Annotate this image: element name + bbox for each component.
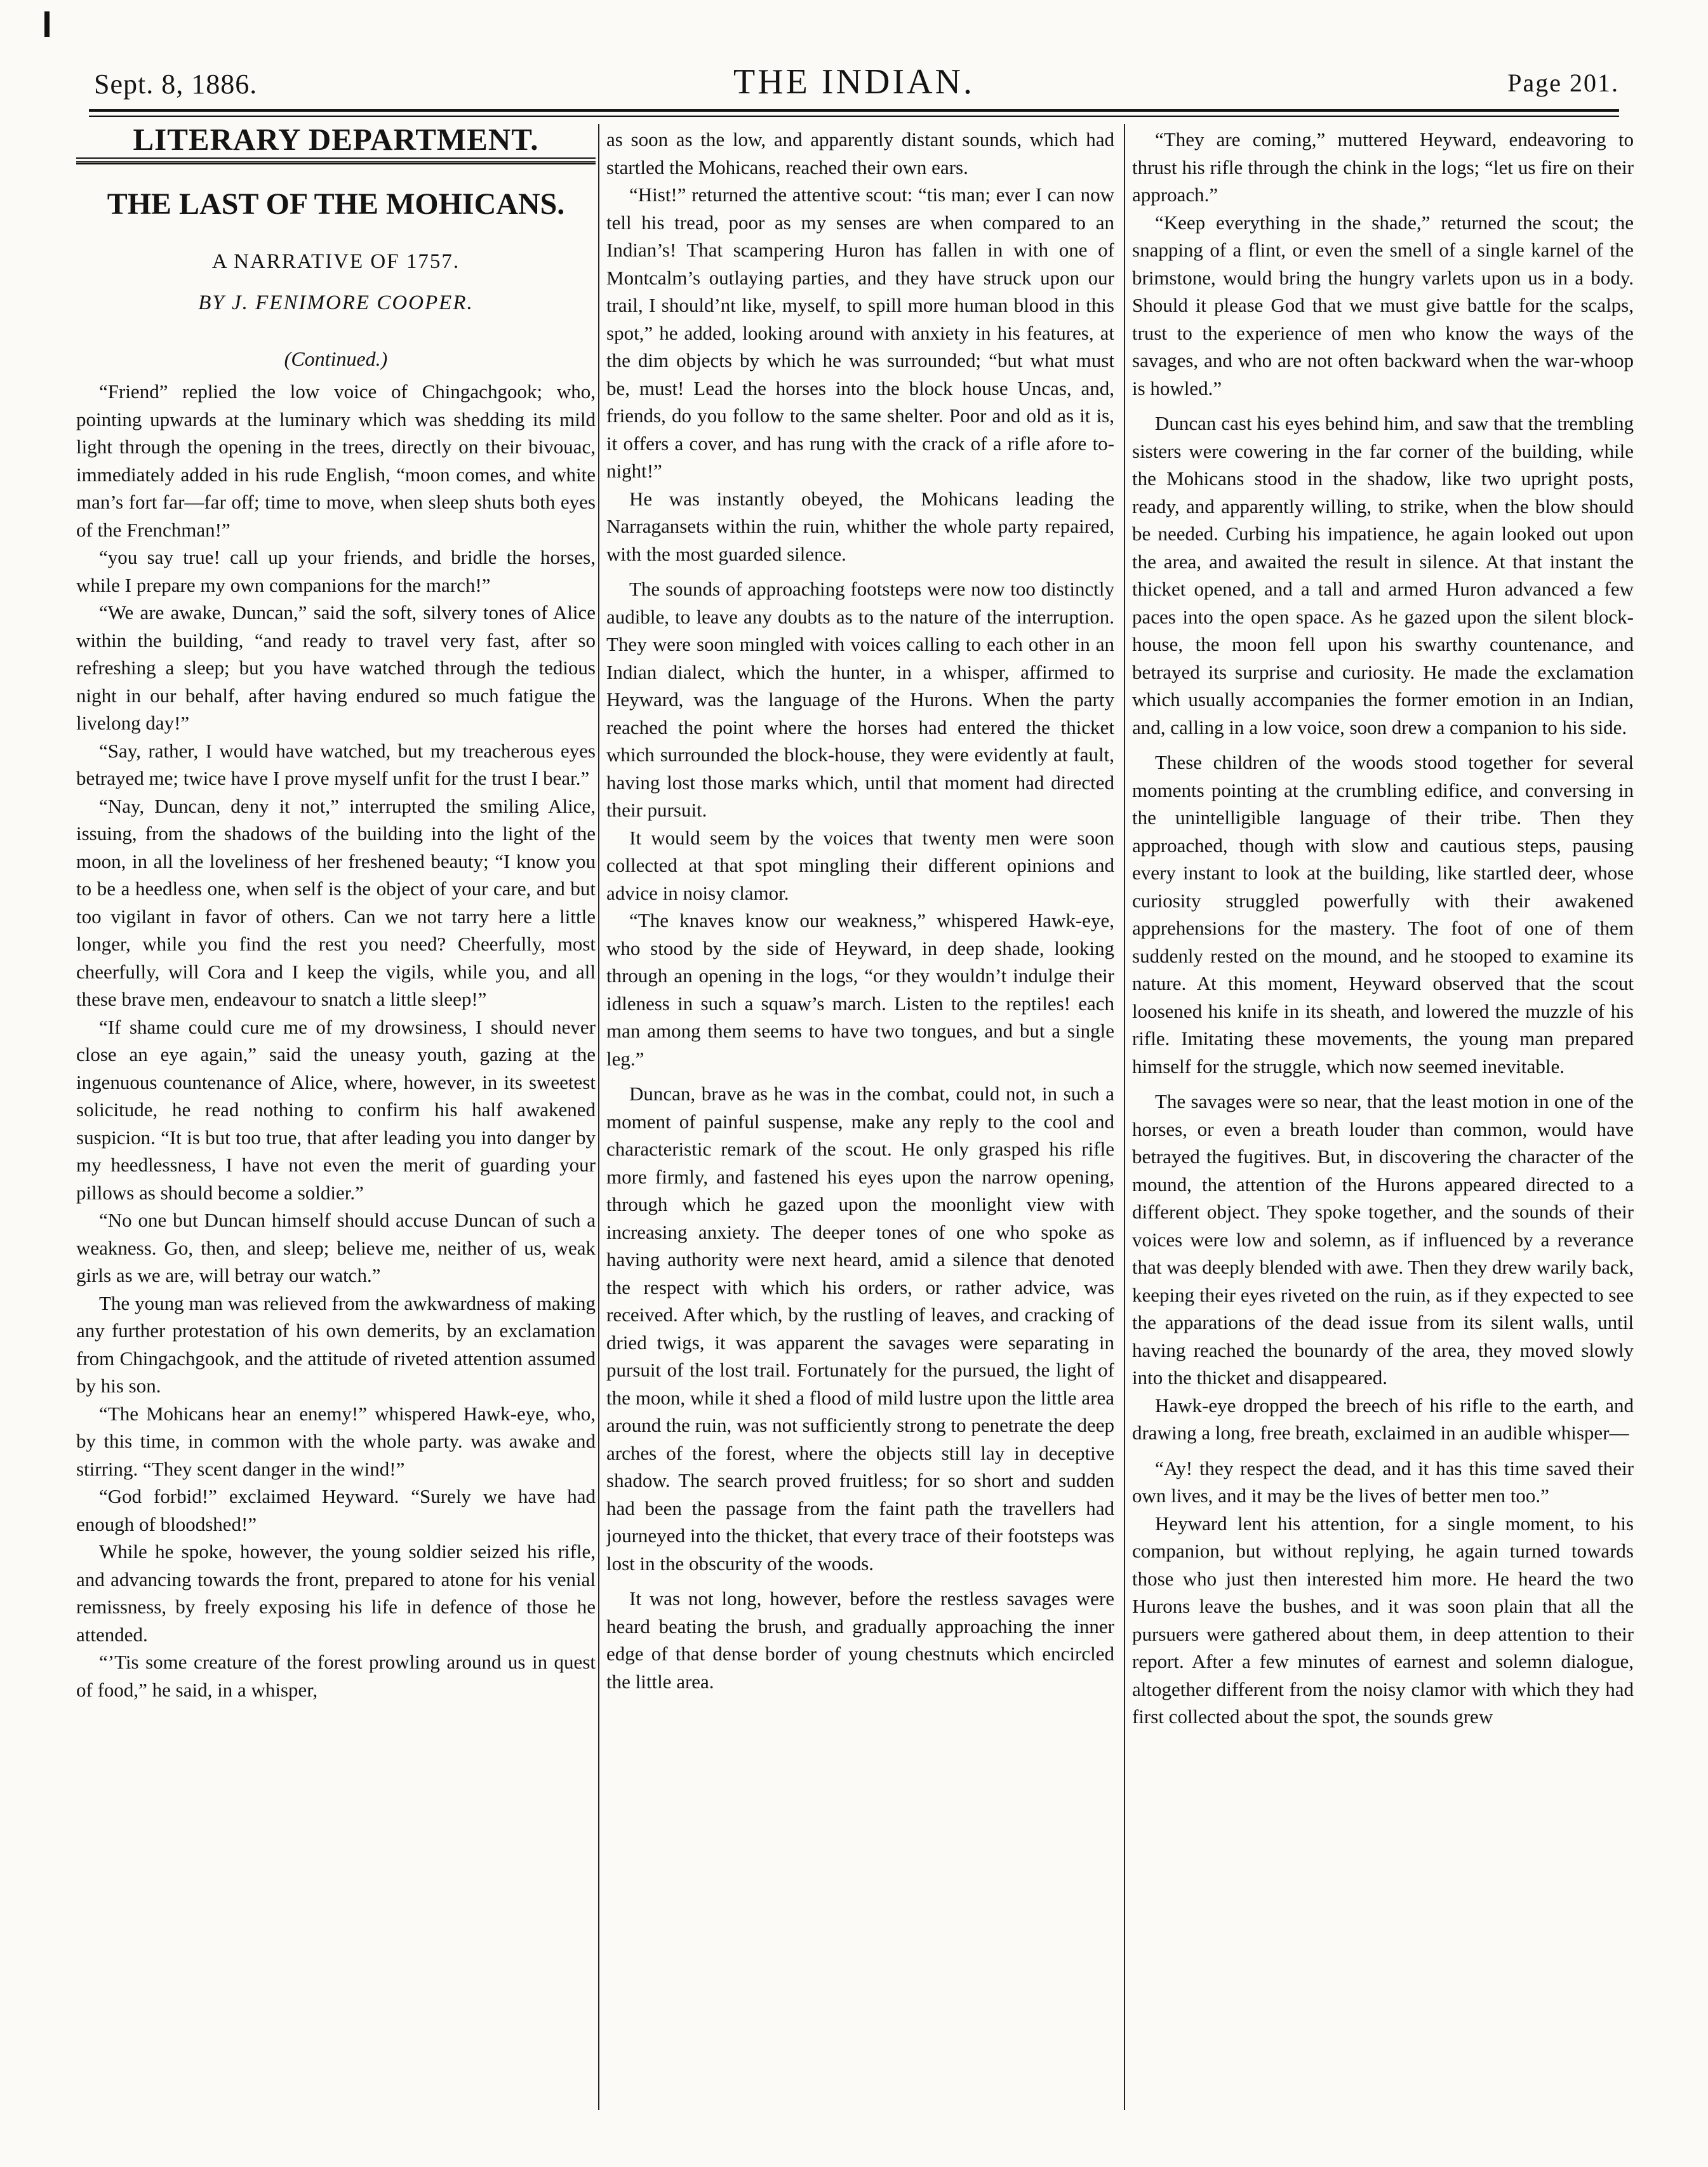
paragraph: While he spoke, however, the young soldier seized his rifle, and advancing towards the front, prepared to atone for his venial remissness, by freely exposing his life in defence of those he attended.	[76, 1540, 596, 1646]
paragraph: Duncan, brave as he was in the combat, could not, in such a moment of painful suspense, make any reply to the cool and characteristic remark of the scout. He only grasped his rifle more firmly, and fastened his eyes upon the narrow opening, through which he gazed upon the moonlight view with increasing anxiety. The deeper tones of one who spoke as having authority were next heard, amid a silence that denoted the respect with which his orders, or rather advice, was received. After which, by the rustling of leaves, and cracking of dried twigs, it was apparent the savages were separating in pursuit of the lost trail. Fortunately for the pursued, the light of the moon, while it shed a flood of mild lustre upon the little area around the ruin, was not sufficiently strong to penetrate the deep arches of the forest, where the objects still lay in deceptive shadow. The search proved fruitless; for so short and sudden had been the passage from the faint path the travellers had journeyed into the thicket, that every trace of their footsteps was lost in the obscurity of the woods.	[606, 1083, 1114, 1575]
column-divider	[1124, 124, 1125, 2110]
column-1	[76, 126, 596, 2123]
paragraph: “Keep everything in the shade,” returned the scout; the snapping of a flint, or even the smell of a single karnel of the brimstone, would bring the hungry varlets upon us in a body. Should it please God that we must give battle for the scalps, trust to the experience of men who know the ways of the savages, and who are not often backward when the war-whoop is howled.”	[1132, 211, 1634, 399]
page-number: Page 201.	[1507, 69, 1619, 97]
paragraph: “We are awake, Duncan,” said the soft, silvery tones of Alice within the building, “and ready to travel very fast, after so refreshing a sleep; but you have watched through the tedious night in our behalf, after having endured so much fatigue the livelong day!”	[76, 601, 596, 734]
byline: BY J. FENIMORE COOPER.	[198, 291, 474, 314]
paragraph: “No one but Duncan himself should accuse Duncan of such a weakness. Go, then, and sleep; believe me, neither of us, weak girls as we are, will betray our watch.”	[76, 1209, 596, 1286]
story-subtitle: A NARRATIVE OF 1757.	[211, 250, 460, 273]
column-divider	[598, 124, 599, 2110]
issue-date: Sept. 8, 1886.	[94, 69, 258, 100]
paragraph: “’Tis some creature of the forest prowling around us in quest of food,” he said, in a whisper,	[76, 1651, 596, 1701]
paragraph: The savages were so near, that the least motion in one of the horses, or even a breath louder than common, would have betrayed the fugitives. But, in discovering the character of the mound, the attention of the Hurons appeared directed to a different object. They spoke together, and the sounds of their voices were low and solemn, as if influenced by a reverance that was deeply blended with awe. Then they drew warily back, keeping their eyes riveted on the ruin, as if they expected to see the apparations of the dead issue from its silent walls, until having reached the bounardy of the area, they moved slowly into the thicket and disappeared.	[1132, 1090, 1634, 1389]
ink-mark	[44, 11, 50, 37]
paragraph: The sounds of approaching footsteps were now too distinctly audible, to leave any doubts as to the nature of the interruption. They were soon mingled with voices calling to each other in an Indian dialect, which the hunter, in a whisper, affirmed to Heyward, was the language of the Hurons. When the party reached the point where the horses had entered the thicket which surrounded the block-house, they were evidently at fault, having lost those marks which, until that moment had directed their pursuit.	[606, 578, 1114, 821]
paragraph: It was not long, however, before the restless savages were heard beating the brush, and gradually approaching the inner edge of that dense border of young chestnuts which encircled the little area.	[606, 1587, 1114, 1693]
paragraph: “Friend” replied the low voice of Chingachgook; who, pointing upwards at the luminary which was shedding its mild light through the opening in the trees, directly on their bivouac, immediately added in his rude English, “moon comes, and white man’s fort far—far off; time to move, when sleep shuts both eyes of the Frenchman!”	[76, 380, 596, 541]
paragraph: Heyward lent his attention, for a single moment, to his companion, but without replying, he again turned towards those who just then interested him more. He heard the two Hurons leave the bushes, and it was soon plain that all the pursuers were gathered about them, in deep attention to their report. After a few minutes of earnest and solemn dialogue, altogether different from the noisy clamor with which they had first collected about the spot, the sounds grew	[1132, 1512, 1634, 1728]
header-rule	[89, 109, 1619, 112]
paragraph: It would seem by the voices that twenty men were soon collected at that spot mingling their different opinions and advice in noisy clamor.	[606, 826, 1114, 904]
paragraph: as soon as the low, and apparently distant sounds, which had startled the Mohicans, reached their own ears.	[606, 128, 1114, 178]
paragraph: These children of the woods stood together for several moments pointing at the crumbling edifice, and conversing in the unintelligible language of their tribe. Then they approached, though with slow and cautious steps, pausing every instant to look at the building, like startled deer, whose curiosity struggled powerfully with their awakened apprehensions for the mastery. The foot of one of them suddenly rested on the mound, and he stooped to examine its nature. At this moment, Heyward observed that the scout loosened his knife in its sheath, and lowered the muzzle of his rifle. Imitating these movements, the young man prepared himself for the struggle, which now seemed inevitable.	[1132, 751, 1634, 1077]
continued-note: (Continued.)	[284, 347, 388, 370]
newspaper-title: THE INDIAN.	[733, 62, 975, 102]
paragraph: “Nay, Duncan, deny it not,” interrupted the smiling Alice, issuing, from the shadows of the building into the light of the moon, in all the loveliness of her freshened beauty; “I know you to be a heedless one, when self is the object of your care, and but too vigilant in favor of others. Can we not tarry here a little longer, while you find the rest you need? Cheerfully, most cheerfully, will Cora and I keep the vigils, while you, and all these brave men, endeavour to snatch a little sleep!”	[76, 794, 596, 1010]
paragraph: Duncan cast his eyes behind him, and saw that the trembling sisters were cowering in the far corner of the building, while the Mohicans stood in the shadow, like two upright posts, ready, and apparently willing, to strike, when the blow should be needed. Curbing his impatience, he again looked out upon the area, and awaited the result in silence. At that instant the thicket opened, and a tall and armed Huron advanced a few paces into the open space. As he gazed upon the silent block-house, the moon fell upon his swarthy countenance, and betrayed its surprise and curiosity. He made the exclamation which usually accompanies the former emotion in an Indian, and, calling in a low voice, soon drew a companion to his side.	[1132, 412, 1634, 738]
paragraph: “They are coming,” muttered Heyward, endeavoring to thrust his rifle through the chink in the logs; “let us fire on their approach.”	[1132, 128, 1634, 206]
column-2	[606, 126, 1114, 2123]
paragraph: “The Mohicans hear an enemy!” whispered Hawk-eye, who, by this time, in common with the whole party. was awake and stirring. “They scent danger in the wind!”	[76, 1402, 596, 1480]
paragraph: “God forbid!” exclaimed Heyward. “Surely we have had enough of bloodshed!”	[76, 1485, 596, 1535]
story-title: THE LAST OF THE MOHICANS.	[107, 187, 565, 221]
page-header	[89, 60, 1619, 105]
paragraph: “you say true! call up your friends, and bridle the horses, while I prepare my own companions for the march!”	[76, 546, 596, 596]
paragraph: He was instantly obeyed, the Mohicans leading the Narragansets within the ruin, whither the whole party repaired, with the most guarded silence.	[606, 487, 1114, 565]
paragraph: Hawk-eye dropped the breech of his rifle to the earth, and drawing a long, free breath, exclaimed in an audible whisper—	[1132, 1394, 1634, 1444]
header-rule-thin	[89, 116, 1619, 117]
paragraph: “The knaves know our weakness,” whispered Hawk-eye, who stood by the side of Heyward, in deep shade, looking through an opening in the logs, “or they wouldn’t indulge their idleness in such a squaw’s march. Listen to the reptiles! each man among them seems to have two tongues, and but a single leg.”	[606, 909, 1114, 1070]
paragraph: “If shame could cure me of my drowsiness, I should never close an eye again,” said the uneasy youth, gazing at the ingenuous countenance of Alice, where, however, in its sweetest solicitude, he read nothing to confirm his half awakened suspicion. “It is but too true, that after leading you into danger by my heedlessness, I have not even the merit of guarding your pillows as should become a soldier.”	[76, 1015, 596, 1204]
paragraph: “Say, rather, I would have watched, but my treacherous eyes betrayed me; twice have I prove myself unfit for the trust I bear.”	[76, 739, 596, 789]
paragraph: “Hist!” returned the attentive scout: “tis man; ever I can now tell his tread, poor as my senses are when compared to an Indian’s! That scampering Huron has fallen in with one of Montcalm’s outlaying parties, and they have struck upon our trail, I should’nt like, myself, to spill more human blood in this spot,” he added, looking around with anxiety in his features, at the dim objects by which he was surrounded; “but what must be, must! Lead the horses into the block house Uncas, and, friends, do you follow to the same shelter. Poor and old as it is, it offers a cover, and has rung with the crack of a rifle afore to-night!”	[606, 183, 1114, 482]
column-3	[1132, 126, 1634, 2123]
paragraph: The young man was relieved from the awkwardness of making any further protestation of his own demerits, by an exclamation from Chingachgook, and the attitude of riveted attention assumed by his son.	[76, 1291, 596, 1397]
department-heading: LITERARY DEPARTMENT.	[76, 126, 596, 159]
department-rule	[76, 161, 596, 164]
paragraph: “Ay! they respect the dead, and it has this time saved their own lives, and it may be the lives of better men too.”	[1132, 1457, 1634, 1507]
